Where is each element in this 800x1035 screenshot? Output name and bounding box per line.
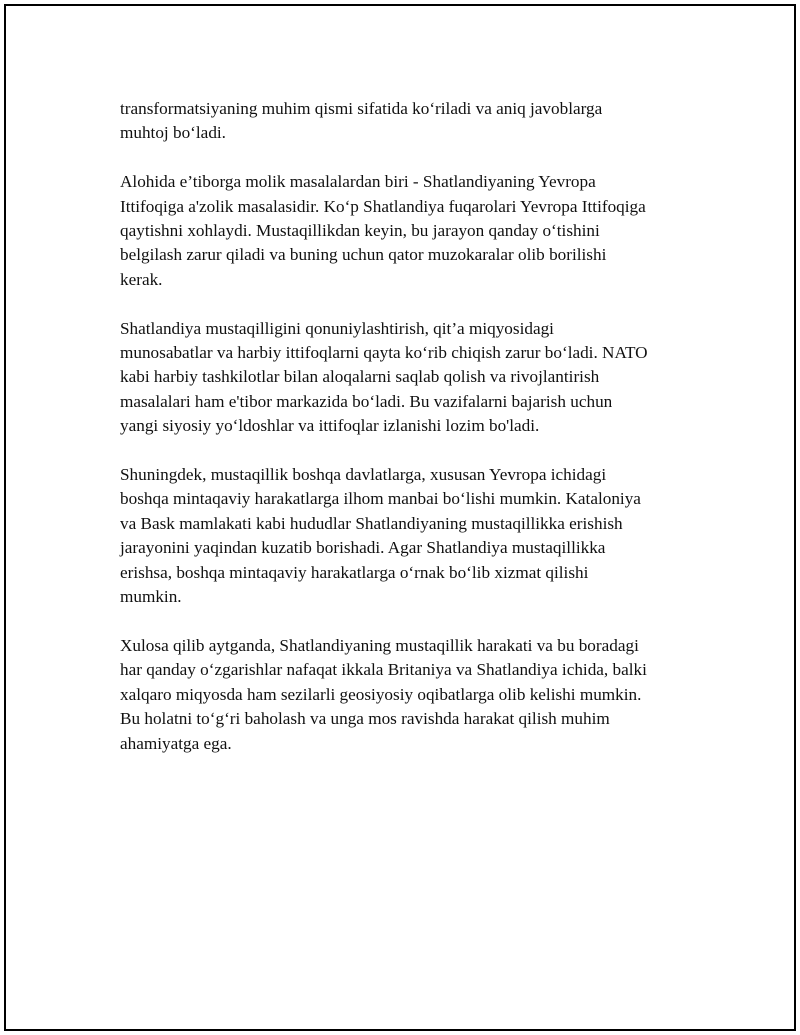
paragraph-1: transformatsiyaning muhim qismi sifatida koʻriladi va aniq javoblarga muhtoj boʻladi. [120,99,603,143]
document-page [4,4,796,1031]
document-body [120,97,700,780]
paragraph-3: Shatlandiya mustaqilligini qonuniylashtirish, qit’a miqyosidagi munosabatlar va harbiy ittifoqlarni qayta koʻrib chiqish zarur boʻladi. NATO kabi harbiy tashkilotlar bilan aloqalarni saqlab qolish va rivojlantirish masalalari ham e'tibor markazida boʻladi. Bu vazifalarni bajarish uchun yangi siyosiy yoʻldoshlar va ittifoqlar izlanishi lozim bo'ladi. [120,318,648,436]
paragraph-2: Alohida e’tiborga molik masalalardan biri - Shatlandiyaning Yevropa Ittifoqiga a'zolik masalasidir. Koʻp Shatlandiya fuqarolari Yevropa Ittifoqiga qaytishni xohlaydi. Mustaqillikdan keyin, bu jarayon qanday oʻtishini belgilash zarur qiladi va buning uchun qator muzokaralar olib borilishi kerak. [120,172,646,289]
paragraph-4: Shuningdek, mustaqillik boshqa davlatlarga, xususan Yevropa ichidagi boshqa mintaqaviy harakatlarga ilhom manbai boʻlishi mumkin. Kataloniya va Bask mamlakati kabi hududlar Shatlandiyaning mustaqillikka erishish jarayonini yaqindan kuzatib borishadi. Agar Shatlandiya mustaqillikka erishsa, boshqa mintaqaviy harakatlarga oʻrnak boʻlib xizmat qilishi mumkin. [120,465,641,607]
paragraph-5: Xulosa qilib aytganda, Shatlandiyaning mustaqillik harakati va bu boradagi har qanday oʻzgarishlar nafaqat ikkala Britaniya va Shatlandiya ichida, balki xalqaro miqyosda ham sezilarli geosiyosiy oqibatlarga olib kelishi mumkin. Bu holatni toʻgʻri baholash va unga mos ravishda harakat qilish muhim ahamiyatga ega. [120,635,647,753]
